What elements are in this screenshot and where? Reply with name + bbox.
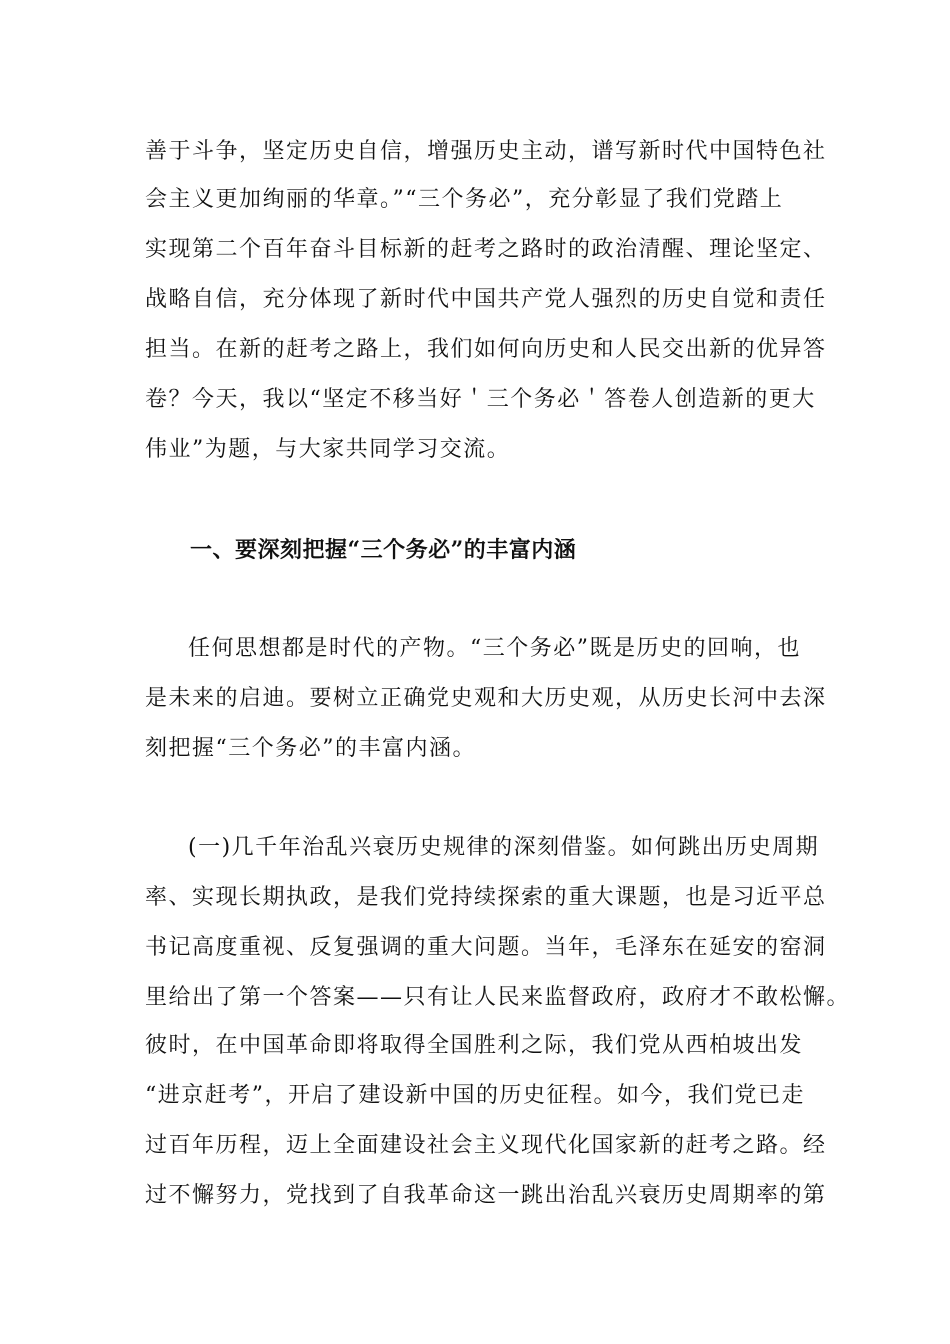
section-heading: 一、要深刻把握“三个务必”的丰富内涵 bbox=[190, 537, 577, 563]
paragraph-line: “进京赶考”，开启了建设新中国的历史征程。如今，我们党已走 bbox=[145, 1083, 805, 1108]
paragraph-line: 书记高度重视、反复强调的重大问题。当年，毛泽东在延安的窑洞 bbox=[145, 935, 827, 960]
intro-line: 实现第二个百年奋斗目标新的赶考之路时的政治清醒、理论坚定、 bbox=[145, 237, 827, 262]
paragraph-line: (一)几千年治乱兴衰历史规律的深刻借鉴。如何跳出历史周期 bbox=[188, 835, 820, 860]
paragraph-line: 是未来的启迪。要树立正确党史观和大历史观，从历史长河中去深 bbox=[145, 686, 827, 711]
paragraph-line: 率、实现长期执政，是我们党持续探索的重大课题，也是习近平总 bbox=[145, 885, 827, 910]
paragraph-line: 任何思想都是时代的产物。“三个务必”既是历史的回响，也 bbox=[188, 636, 801, 661]
paragraph-line: 过百年历程，迈上全面建设社会主义现代化国家新的赶考之路。经 bbox=[145, 1133, 827, 1158]
intro-line: 伟业”为题，与大家共同学习交流。 bbox=[145, 437, 511, 462]
paragraph-line: 彼时，在中国革命即将取得全国胜利之际，我们党从西柏坡出发 bbox=[145, 1033, 804, 1058]
intro-line: 卷？今天，我以“坚定不移当好＇三个务必＇答卷人创造新的更大 bbox=[145, 387, 816, 412]
paragraph-line: 过不懈努力，党找到了自我革命这一跳出治乱兴衰历史周期率的第 bbox=[145, 1183, 827, 1208]
intro-line: 会主义更加绚丽的华章。”“三个务必”，充分彰显了我们党踏上 bbox=[145, 187, 784, 212]
intro-line: 担当。在新的赶考之路上，我们如何向历史和人民交出新的优异答 bbox=[145, 337, 827, 362]
intro-line: 战略自信，充分体现了新时代中国共产党人强烈的历史自觉和责任 bbox=[145, 287, 827, 312]
paragraph-line: 里给出了第一个答案——只有让人民来监督政府，政府才不敢松懈。 bbox=[145, 985, 851, 1010]
paragraph-line: 刻把握“三个务必”的丰富内涵。 bbox=[145, 736, 476, 761]
intro-line: 善于斗争，坚定历史自信，增强历史主动，谱写新时代中国特色社 bbox=[145, 139, 827, 164]
